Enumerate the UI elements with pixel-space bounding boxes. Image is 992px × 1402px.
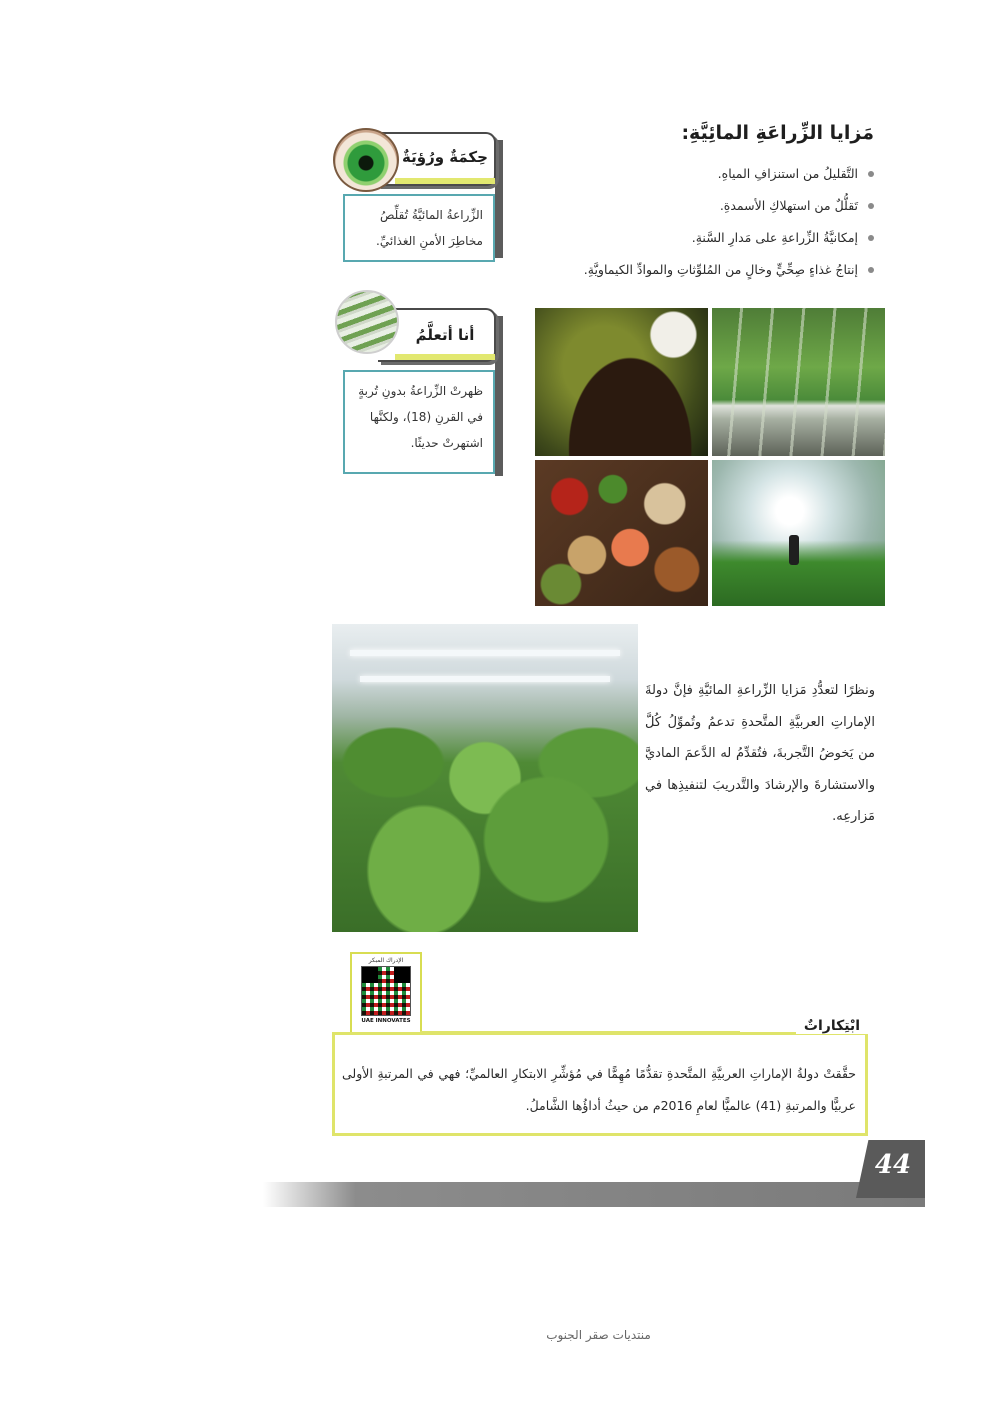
learn-box-label: أنا أتعلَّمُ bbox=[415, 326, 475, 344]
footer-bar bbox=[263, 1182, 925, 1207]
learn-box-text: ظهرتْ الزِّراعةُ بدونِ تُربةٍ في القرنِ (18)، ولكنَّها اشتهرتْ حديثًا. bbox=[343, 370, 495, 474]
advantage-item: إنتاجُ غذاءٍ صِحِّيٍّ وخالٍ من المُلوِّثاتِ والموادِّ الكيماويَّةِ. bbox=[534, 254, 874, 286]
learn-box-shadow bbox=[495, 316, 503, 476]
advantage-item: التَّقليلُ من استنزافِ المياهِ. bbox=[534, 158, 874, 190]
innovations-text: حقَّقتْ دولةُ الإماراتِ العربيَّةِ المتَّحدةِ تقدُّمًا مُهِمًّا في مُؤشِّرِ الابتكارِ العالميِّ؛ فهي في المرتبةِ الأولى عربيًّا والمرتبةِ (41) عالميًّا لعامِ 2016م من حيثُ أداؤُها الشَّاملُ. bbox=[342, 1066, 856, 1113]
page-number: 44 bbox=[874, 1150, 912, 1180]
advantage-item: تَقلُّلٌ من استهلاكِ الأسمدةِ. bbox=[534, 190, 874, 222]
qr-bottom-label: UAE INNOVATES bbox=[361, 1018, 411, 1024]
eye-icon bbox=[333, 128, 399, 192]
qr-card[interactable] bbox=[350, 952, 422, 1042]
innovations-rule bbox=[420, 1031, 740, 1034]
grow-lamp bbox=[350, 650, 620, 656]
greenhouse-lettuce-photo bbox=[332, 624, 638, 932]
grow-lamp bbox=[360, 676, 610, 682]
wisdom-box-text: الزِّراعةُ المائيَّةُ تُقلِّصُ مخاطِرَ الأمنِ الغذائيِّ. bbox=[343, 194, 495, 262]
sprinkler-photo bbox=[712, 460, 885, 606]
qr-top-label: الإدراك المبكر bbox=[368, 957, 404, 964]
forum-watermark: منتديات صقر الجنوب bbox=[546, 1328, 651, 1342]
advantages-title: مَزايا الزِّراعَةِ المائِيَّةِ: bbox=[681, 122, 874, 144]
advantage-item: إمكانيَّةُ الزِّراعةِ على مَدارِ السَّنةِ. bbox=[534, 222, 874, 254]
qr-code-icon[interactable] bbox=[362, 967, 410, 1015]
wisdom-box-label: حِكمَةٌ ورُؤيَةٌ bbox=[402, 148, 488, 166]
innovations-title: ابْتِكاراتٌ bbox=[796, 1018, 868, 1034]
learn-box-accent bbox=[395, 354, 495, 360]
wisdom-box-accent bbox=[395, 178, 495, 184]
greenhouse-thumbnail-icon bbox=[335, 290, 399, 354]
sprinkler-head-icon bbox=[789, 535, 799, 565]
advantages-list bbox=[534, 158, 874, 286]
hydroponic-rows-photo bbox=[712, 308, 885, 456]
hand-pouring-soil-photo bbox=[535, 308, 708, 456]
wisdom-box-shadow bbox=[495, 140, 503, 258]
healthy-food-photo bbox=[535, 460, 708, 606]
uae-support-paragraph: ونظرًا لتعدُّدِ مَزايا الزِّراعةِ المائيَّةِ فإنَّ دولةَ الإماراتِ العربيَّةِ المتَّحدةِ تدعمُ وتُموِّلُ كُلَّ من يَخوضُ التَّجربةَ، فتُقدِّمُ له الدَّعمَ الماديَّ والاستشارةَ والإرشادَ والتَّدريبَ لتنفيذِها في مَزارعِه. bbox=[645, 683, 875, 824]
